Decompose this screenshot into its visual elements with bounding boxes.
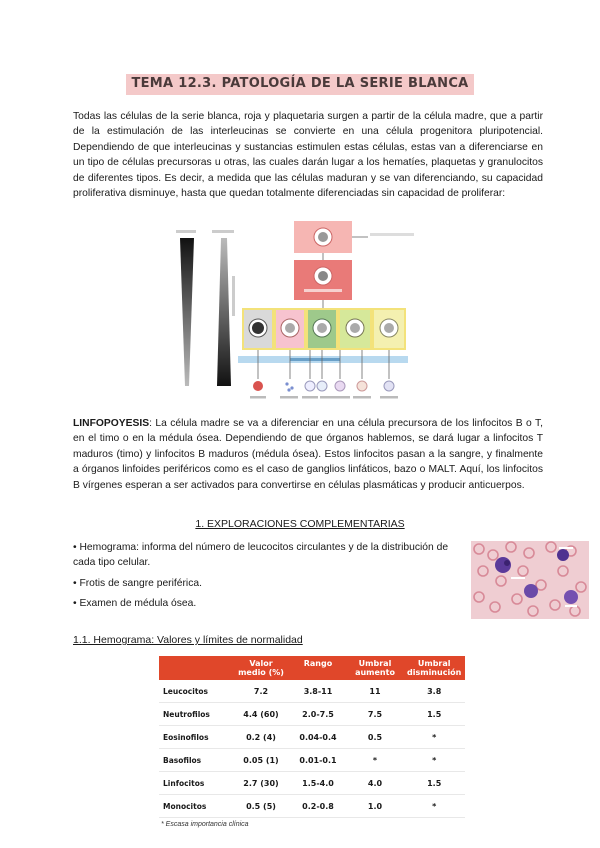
table-cell: 0.2 (4)	[233, 726, 289, 749]
table-cell: Neutrofilos	[159, 703, 233, 726]
table-cell: 2.7 (30)	[233, 772, 289, 795]
table-cell: *	[403, 726, 465, 749]
column-header	[159, 656, 233, 680]
table-cell: 7.2	[233, 680, 289, 703]
table-header-row	[159, 656, 465, 680]
table-cell: *	[403, 795, 465, 818]
exploration-list	[73, 540, 463, 617]
linfopoyesis-text: : La célula madre se va a diferenciar en una célula precursora de los linfocitos B o T, en el timo o en la médula ósea. Dependiendo de que órganos hablemos, se dará lugar a linfocitos T maduros (timo) y linfocitos B maduros (médula ósea). Estos linfocitos pasan a la sangre, y finalmente a órganos linfoides periféricos como es el caso de ganglios linfáticos, bazo o MALT. Aquí, los linfocitos B vírgenes esperan a ser activados para convertirse en células plasmáticas y producir anticuerpos.	[73, 418, 543, 491]
table-cell: 2.0-7.5	[289, 703, 347, 726]
column-header: Rango	[289, 656, 347, 680]
list-item: • Hemograma: informa del número de leucocitos circulantes y de la distribución de cada tipo celular.	[73, 542, 449, 569]
differentiation-gradient	[217, 238, 231, 386]
column-header: Umbral disminución	[403, 656, 465, 680]
hemogram-table	[159, 656, 465, 818]
table-cell: Basofilos	[159, 749, 233, 772]
table-cell: 4.4 (60)	[233, 703, 289, 726]
table-row	[159, 795, 465, 818]
column-header: Valor medio (%)	[233, 656, 289, 680]
table-cell: 1.0	[347, 795, 403, 818]
table-cell: Linfocitos	[159, 772, 233, 795]
table-cell: *	[347, 749, 403, 772]
table-cell: Eosinofilos	[159, 726, 233, 749]
table-row	[159, 680, 465, 703]
proliferation-gradient	[180, 238, 194, 386]
table-cell: 0.5 (5)	[233, 795, 289, 818]
table-cell: 4.0	[347, 772, 403, 795]
table-cell: 3.8-11	[289, 680, 347, 703]
column-header: Umbral aumento	[347, 656, 403, 680]
title-text: TEMA 12.3. PATOLOGÍA DE LA SERIE BLANCA	[126, 74, 473, 95]
table-cell: 1.5-4.0	[289, 772, 347, 795]
linfopoyesis-term: LINFOPOYESIS	[73, 418, 150, 429]
section-heading-exploraciones: 1. EXPLORACIONES COMPLEMENTARIAS	[195, 518, 405, 530]
table-row	[159, 772, 465, 795]
table-cell: Leucocitos	[159, 680, 233, 703]
table-cell: 1.5	[403, 703, 465, 726]
table-cell: 0.04-0.4	[289, 726, 347, 749]
table-cell: 1.5	[403, 772, 465, 795]
hematopoiesis-diagram	[172, 216, 442, 402]
list-item: • Examen de médula ósea.	[73, 598, 197, 610]
linfopoyesis-paragraph	[73, 416, 543, 493]
list-item: • Frotis de sangre periférica.	[73, 577, 202, 589]
table-row	[159, 703, 465, 726]
blood-smear-image	[471, 541, 589, 619]
table-row	[159, 749, 465, 772]
table-cell: 3.8	[403, 680, 465, 703]
intro-paragraph: Todas las células de la serie blanca, roja y plaquetaria surgen a partir de la célula madre, que a partir de la estimulación de las interleucinas se convierte en una célula progenitora pluripotencial. Dependiendo de que interleucinas y sustancias estimulen estas células, estas van a diferenciarse en un tipo de células precursoras u otras, las cuales darán lugar a los hematíes, plaquetas y granulocitos de diferentes tipos. Es decir, a medida que las células maduran y se van diferenciando, su capacidad proliferativa disminuye, hasta que quedan totalmente diferenciadas sin capacidad de proliferar:	[73, 111, 543, 200]
table-cell: 11	[347, 680, 403, 703]
table-cell: Monocitos	[159, 795, 233, 818]
table-cell: 7.5	[347, 703, 403, 726]
section-heading-hemograma: 1.1. Hemograma: Valores y límites de normalidad	[73, 634, 303, 646]
table-cell: 0.2-0.8	[289, 795, 347, 818]
table-cell: 0.01-0.1	[289, 749, 347, 772]
document-title	[0, 74, 600, 92]
table-cell: 0.5	[347, 726, 403, 749]
table-cell: 0.05 (1)	[233, 749, 289, 772]
table-cell: *	[403, 749, 465, 772]
table-footnote: * Escasa importancia clínica	[161, 821, 249, 828]
table-row	[159, 726, 465, 749]
